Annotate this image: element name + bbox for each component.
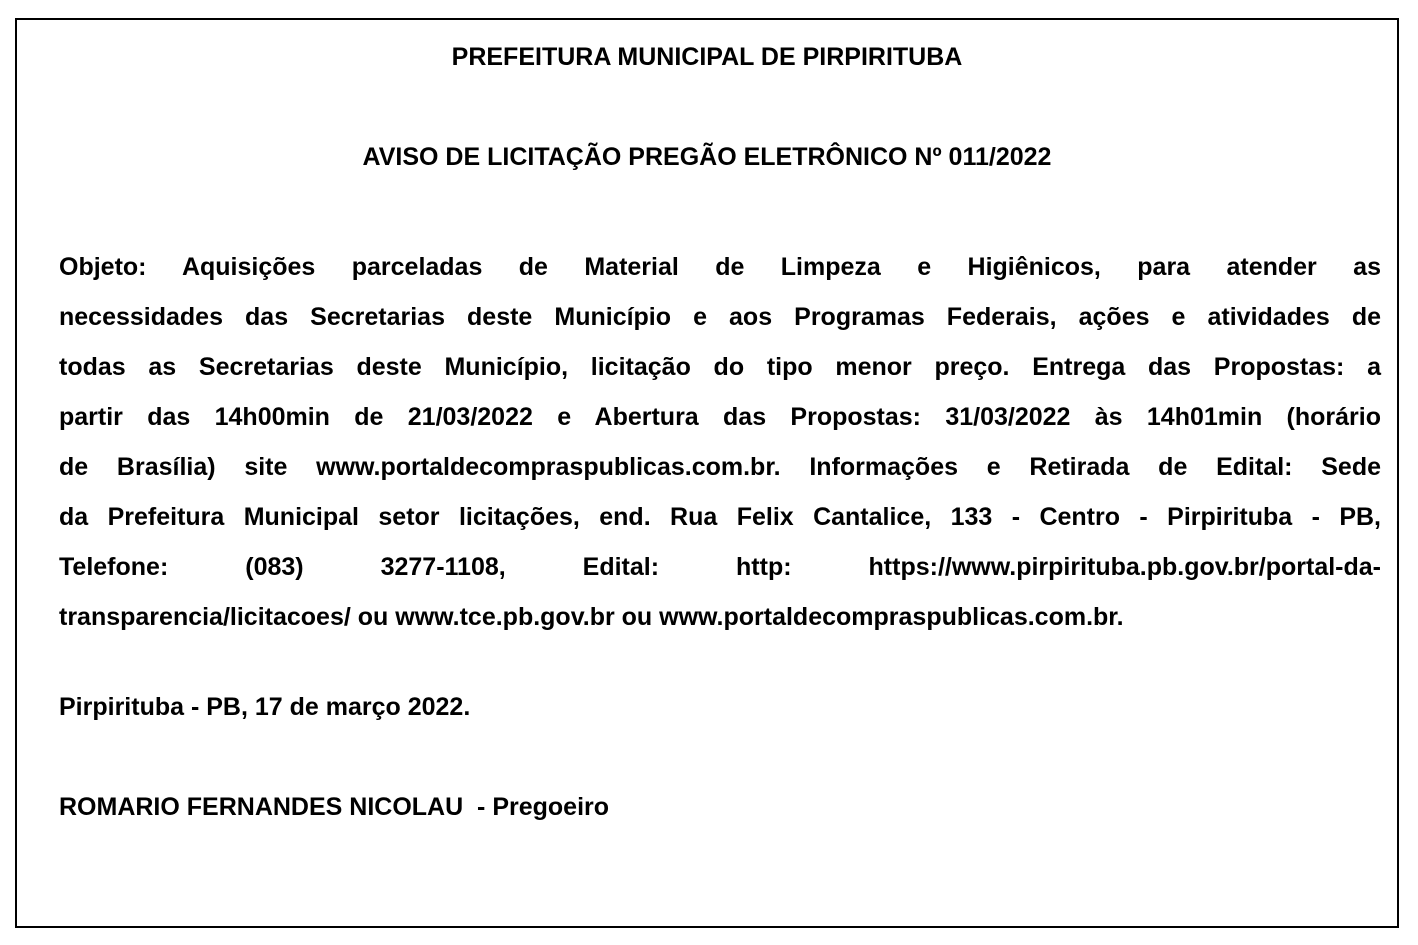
notice-title: AVISO DE LICITAÇÃO PREGÃO ELETRÔNICO Nº 011/2022 (362, 143, 1052, 171)
body-line: necessidades das Secretarias deste Município e aos Programas Federais, ações e atividades de (59, 303, 1381, 331)
body-line: Telefone: (083) 3277-1108, Edital: http: https://www.pirpirituba.pb.gov.br/portal-da- (59, 553, 1381, 581)
place-and-date: Pirpirituba - PB, 17 de março 2022. (59, 693, 471, 721)
body-line: partir das 14h00min de 21/03/2022 e Abertura das Propostas: 31/03/2022 às 14h01min (horário (59, 403, 1381, 431)
body-line: transparencia/licitacoes/ ou www.tce.pb.gov.br ou www.portaldecompraspublicas.com.br. (59, 603, 1124, 631)
notice-body (59, 242, 1381, 642)
notice-frame (15, 18, 1399, 928)
body-line: da Prefeitura Municipal setor licitações, end. Rua Felix Cantalice, 133 - Centro - Pirpirituba - PB, (59, 503, 1381, 531)
body-line: de Brasília) site www.portaldecompraspublicas.com.br. Informações e Retirada de Edital: Sede (59, 453, 1381, 481)
body-line: todas as Secretarias deste Município, licitação do tipo menor preço. Entrega das Propostas: a (59, 353, 1381, 381)
signature-line: ROMARIO FERNANDES NICOLAU - Pregoeiro (59, 793, 610, 821)
body-line: Objeto: Aquisições parceladas de Material de Limpeza e Higiênicos, para atender as (59, 253, 1381, 281)
municipality-header: PREFEITURA MUNICIPAL DE PIRPIRITUBA (451, 43, 963, 71)
